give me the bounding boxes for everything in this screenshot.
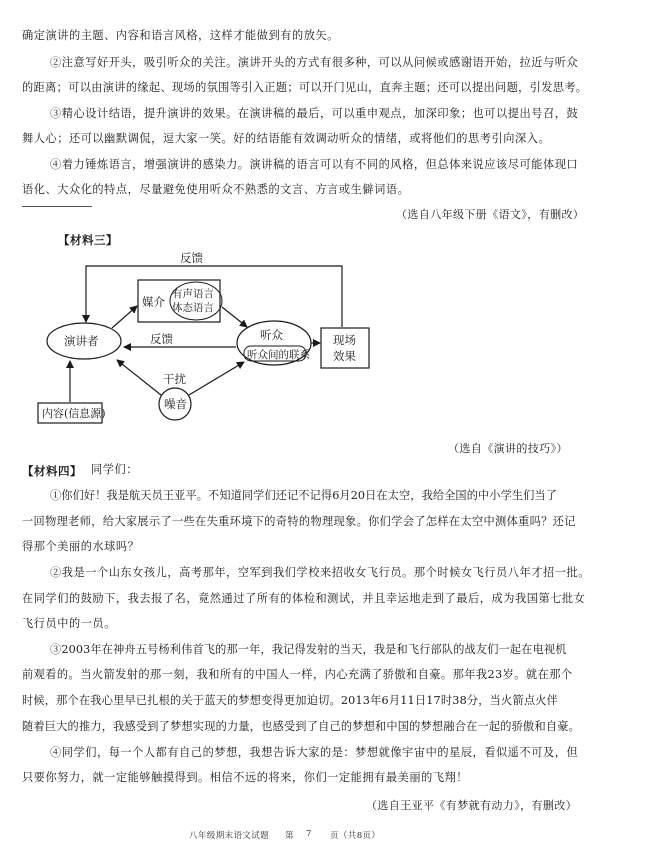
footer-page-number: 7 — [306, 829, 312, 839]
material2-line-3: ③精心设计结语，提升演讲的效果。在演讲稿的最后，可以重申观点，加深印象；也可以提出号召，鼓 — [50, 107, 579, 120]
material3-label: 【材料三】 — [58, 233, 118, 247]
audience-label: 听众 — [260, 328, 283, 342]
material4-line-10: 随着巨大的推力，我感受到了梦想实现的力量，也感受到了自己的梦想和中国的梦想融合在一起的骄傲和自豪。 — [22, 720, 580, 733]
material3-source: （选自《演讲的技巧》） — [448, 442, 568, 455]
footer-exam-title: 八年级期末语文试题 — [189, 831, 270, 841]
interference-label: 干扰 — [163, 372, 186, 386]
material2-line-0: 确定演讲的主题、内容和语言风格，这样才能做到有的放矢。 — [22, 29, 339, 42]
feedback-top-label: 反馈 — [180, 251, 203, 265]
voice-language-label: 有声语言 — [172, 288, 214, 300]
material4-line-7: ③2003年在神舟五号杨利伟首飞的那一年，我记得发射的当天，我是和飞行部队的战友们一起在电视机 — [50, 643, 567, 656]
material4-source: （选自王亚平《有梦就有动力》，有删改） — [366, 799, 578, 812]
material4-line-6: 飞行员中的一员。 — [22, 617, 116, 630]
material4-line-9: 时候，那个在我心里早已扎根的关于蓝天的梦想变得更加迫切。2013年6月11日17时38分，当火箭点火伴 — [22, 694, 558, 707]
speaker-to-media-arrow — [112, 306, 137, 328]
scene-effect-line1: 现场 — [333, 333, 356, 347]
material2-line-6: 语化、大众化的特点，尽量避免使用听众不熟悉的文言、方言或生僻词语。 — [22, 183, 410, 196]
audience-link-label: 听众间的联系 — [247, 349, 310, 361]
noise-to-audience-arrow — [189, 362, 244, 395]
feedback-mid-label: 反馈 — [150, 332, 173, 346]
material4-line-12: 只要你努力，就一定能够触摸得到。相信不远的将来，你们一定能拥有最美丽的飞翔！ — [22, 771, 469, 784]
material2-line-4: 舞人心；还可以幽默调侃，逗大家一笑。好的结语能有效调动听众的情绪，或将他们的思考引向深入。 — [22, 132, 551, 145]
noise-label: 噪音 — [164, 397, 187, 411]
media-label: 媒介 — [142, 295, 165, 309]
scene-effect-line2: 效果 — [333, 349, 356, 363]
material4-line-11: ④同学们，每一个人都有自己的梦想，我想告诉大家的是：梦想就像宇宙中的星辰，看似遥不可及，但 — [50, 746, 579, 759]
material4-greeting: 同学们： — [91, 463, 138, 476]
material4-line-2: 一回物理老师，给大家展示了一些在失重环境下的奇特的物理现象。你们学会了怎样在太空中测体重吗？还记 — [22, 515, 576, 528]
body-language-label: 体态语言 — [172, 302, 214, 314]
material4-line-8: 前观看的。当火箭发射的那一刻，我和所有的中国人一样，内心充满了骄傲和自豪。那年我23岁。就在那个 — [22, 668, 573, 681]
material4-line-1: ①你们好！我是航天员王亚平。不知道同学们还记不记得6月20日在太空，我给全国的中小学生们当了 — [50, 489, 558, 502]
speaker-label: 演讲者 — [64, 334, 99, 348]
footer-page-total: 页（共8页） — [330, 831, 381, 841]
noise-to-speaker-arrow — [117, 360, 161, 395]
material4-line-3: 得那个美丽的水球吗？ — [22, 540, 140, 553]
material4-line-5: 在同学们的鼓励下，我去报了名，竟然通过了所有的体检和测试，并且幸运地走到了最后，成为我国第七批女 — [22, 592, 586, 605]
footer-page-label: 第 — [285, 831, 294, 841]
material4-line-4: ②我是一个山东女孩儿，高考那年，空军到我们学校来招收女飞行员。那个时候女飞行员八年才招一批。 — [50, 566, 590, 579]
media-to-audience-arrow — [222, 307, 247, 327]
material2-line-2: 的距离；可以由演讲的缘起、现场的氛围等引入正题；可以开门见山，直奔主题；还可以提出问题，引发思考。 — [22, 81, 588, 94]
material4-label: 【材料四】 — [22, 464, 82, 478]
content-source-label: 内容(信息源) — [42, 407, 106, 420]
material2-line-1: ②注意写好开头，吸引听众的关注。演讲开头的方式有很多种，可以从问候或感谢语开始，拉近与听众 — [50, 56, 579, 69]
material2-source: （选自八年级下册《语文》，有删改） — [396, 208, 585, 221]
material2-line-5: ④着力锤炼语言，增强演讲的感染力。演讲稿的语言可以有不同的风格，但总体来说应该尽可能体现口 — [50, 158, 579, 171]
